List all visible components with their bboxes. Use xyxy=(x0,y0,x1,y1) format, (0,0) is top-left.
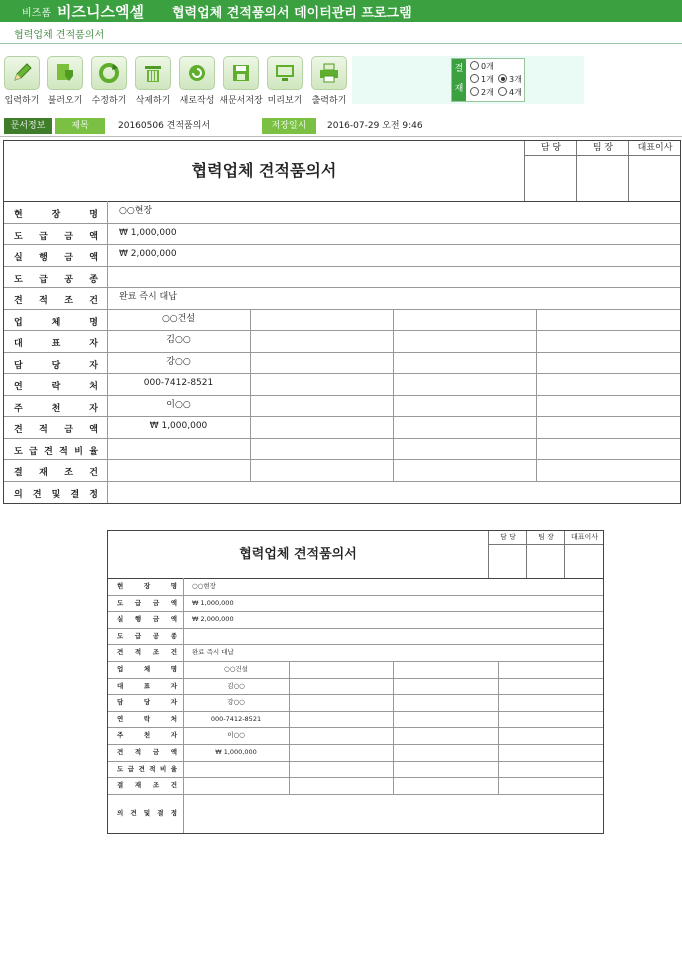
brand-logo-text: 비즈니스엑셀 xyxy=(57,3,144,21)
save-icon xyxy=(230,62,252,84)
field-value[interactable]: ○○건설 xyxy=(224,665,248,673)
row-divider xyxy=(4,481,680,482)
column-divider xyxy=(393,330,394,352)
print-button-label: 출력하기 xyxy=(311,96,347,106)
field-label: 도 급 견 적 비 율 xyxy=(117,764,177,773)
row-divider xyxy=(4,373,680,374)
approval-option-2[interactable]: 2개 xyxy=(470,87,494,98)
delete-button-label: 삭제하기 xyxy=(135,96,171,106)
field-label: 도 급 공 종 xyxy=(117,631,177,640)
row-divider xyxy=(4,287,680,288)
field-label: 주 천 자 xyxy=(14,403,98,414)
field-value[interactable]: 이○○ xyxy=(166,399,191,410)
load-icon xyxy=(54,62,76,84)
save-new-button[interactable] xyxy=(219,56,263,106)
radio-icon xyxy=(498,87,507,96)
column-divider xyxy=(250,352,251,374)
preview-approver-box-3: 대표이사 xyxy=(564,531,604,578)
label-column-divider xyxy=(183,578,184,833)
field-label: 대 표 자 xyxy=(117,681,177,690)
field-value[interactable]: ₩ 1,000,000 xyxy=(119,227,177,238)
approval-option-3[interactable]: 3개 xyxy=(498,74,522,85)
column-divider xyxy=(393,761,394,778)
print-preview-sheet xyxy=(107,530,604,834)
column-divider xyxy=(498,711,499,728)
field-label: 대 표 자 xyxy=(14,339,98,349)
column-divider xyxy=(289,727,290,744)
column-divider xyxy=(393,744,394,761)
divider xyxy=(0,136,682,137)
saved-at-value: 2016-07-29 오전 9:46 xyxy=(327,121,423,131)
field-value[interactable]: ○○현장 xyxy=(192,582,216,590)
field-label: 의 견 및 결 정 xyxy=(14,489,98,500)
input-button-label: 입력하기 xyxy=(4,96,40,106)
column-divider xyxy=(289,744,290,761)
field-label: 도 급 공 종 xyxy=(14,274,98,285)
field-label: 연 락 처 xyxy=(117,714,177,723)
row-divider xyxy=(4,223,680,224)
column-divider xyxy=(498,777,499,794)
row-divider xyxy=(4,459,680,460)
load-button[interactable] xyxy=(43,56,87,106)
column-divider xyxy=(393,678,394,695)
column-divider xyxy=(250,373,251,395)
pencil-icon xyxy=(11,62,33,84)
row-divider xyxy=(4,244,680,245)
estimate-form-sheet xyxy=(3,140,681,504)
field-label: 결 재 조 건 xyxy=(117,781,177,790)
input-button[interactable] xyxy=(0,56,44,106)
column-divider xyxy=(498,761,499,778)
column-divider xyxy=(536,438,537,460)
field-value[interactable]: ○○현장 xyxy=(119,206,153,216)
radio-icon xyxy=(470,61,479,70)
preview-approver-box-2: 팀 장 xyxy=(526,531,565,578)
column-divider xyxy=(393,438,394,460)
column-divider xyxy=(536,309,537,331)
approval-option-0[interactable]: 0개 xyxy=(470,61,494,72)
approval-count-selector xyxy=(451,58,525,102)
delete-button[interactable] xyxy=(131,56,175,106)
field-value[interactable]: 000-7412-8521 xyxy=(210,714,262,723)
column-divider xyxy=(289,661,290,678)
sheet-subtitle: 협력업체 견적품의서 xyxy=(14,30,105,41)
column-divider xyxy=(250,330,251,352)
field-label: 주 천 자 xyxy=(117,731,177,740)
doc-info-label: 문서정보 xyxy=(4,118,52,134)
field-value[interactable]: 김○○ xyxy=(166,335,191,345)
field-label: 실 행 금 액 xyxy=(117,615,177,624)
field-label: 현 장 명 xyxy=(14,210,98,220)
row-divider xyxy=(4,330,680,331)
field-label: 견 적 조 건 xyxy=(14,296,98,306)
radio-icon xyxy=(470,87,479,96)
edit-button[interactable] xyxy=(87,56,131,106)
row-divider xyxy=(4,352,680,353)
row-divider xyxy=(4,309,680,310)
radio-selected-icon xyxy=(498,74,507,83)
column-divider xyxy=(393,694,394,711)
column-divider xyxy=(289,761,290,778)
column-divider xyxy=(393,395,394,417)
row-divider xyxy=(4,416,680,417)
field-label: 결 재 조 건 xyxy=(14,468,98,478)
approval-option-1[interactable]: 1개 xyxy=(470,74,494,85)
form-title: 협력업체 견적품의서 xyxy=(191,161,337,180)
field-value[interactable]: ○○건설 xyxy=(161,313,196,324)
save-new-button-label: 새문서저장 xyxy=(219,96,263,106)
field-value[interactable]: ₩ 1,000,000 xyxy=(192,598,234,607)
column-divider xyxy=(289,678,290,695)
preview-button-label: 미리보기 xyxy=(267,96,303,106)
row-divider xyxy=(4,395,680,396)
column-divider xyxy=(393,777,394,794)
column-divider xyxy=(536,352,537,374)
column-divider xyxy=(250,395,251,417)
app-title: 협력업체 견적품의서 데이터관리 프로그램 xyxy=(172,6,412,21)
field-value[interactable]: 강○○ xyxy=(227,698,245,707)
column-divider xyxy=(250,459,251,481)
column-divider xyxy=(498,744,499,761)
row-divider xyxy=(4,266,680,267)
new-button[interactable] xyxy=(175,56,219,106)
field-label: 견 적 금 액 xyxy=(14,425,98,435)
column-divider xyxy=(393,727,394,744)
field-value[interactable]: 완료 즉시 대납 xyxy=(119,292,177,302)
radio-icon xyxy=(470,74,479,83)
column-divider xyxy=(498,727,499,744)
document-info-bar xyxy=(0,118,682,134)
field-value[interactable]: 완료 즉시 대납 xyxy=(192,648,234,657)
column-divider xyxy=(536,330,537,352)
column-divider xyxy=(250,309,251,331)
row-divider xyxy=(4,438,680,439)
approver-box-1: 담 당 xyxy=(524,141,577,201)
load-button-label: 불러오기 xyxy=(47,96,83,106)
field-value[interactable]: 강○○ xyxy=(166,356,191,367)
column-divider xyxy=(536,395,537,417)
column-divider xyxy=(498,661,499,678)
field-value[interactable]: 이○○ xyxy=(227,731,245,740)
column-divider xyxy=(498,694,499,711)
column-divider xyxy=(536,416,537,438)
field-label: 담 당 자 xyxy=(14,360,98,371)
field-label: 도 급 견 적 비 율 xyxy=(14,446,98,457)
column-divider xyxy=(393,661,394,678)
field-value[interactable]: ₩ 1,000,000 xyxy=(149,421,208,431)
saved-at-label: 저장일시 xyxy=(262,118,316,134)
preview-approver-box-1: 담 당 xyxy=(488,531,527,578)
brand-label: 비즈폼 xyxy=(22,8,51,19)
column-divider xyxy=(536,459,537,481)
column-divider xyxy=(536,373,537,395)
print-button[interactable] xyxy=(307,56,351,106)
field-value[interactable]: 김○○ xyxy=(227,681,245,690)
field-label: 연 락 처 xyxy=(14,382,98,392)
new-icon xyxy=(186,62,208,84)
trash-icon xyxy=(142,62,164,84)
title-bar xyxy=(0,0,682,22)
refresh-icon xyxy=(98,62,120,84)
field-label: 견 적 조 건 xyxy=(117,648,177,657)
edit-button-label: 수정하기 xyxy=(91,96,127,106)
field-label: 도 급 금 액 xyxy=(14,231,98,242)
row-divider xyxy=(4,201,680,202)
preview-button[interactable] xyxy=(263,56,307,106)
column-divider xyxy=(393,373,394,395)
title-value[interactable]: 20160506 견적품의서 xyxy=(118,121,211,131)
column-divider xyxy=(393,416,394,438)
field-label: 실 행 금 액 xyxy=(14,253,98,263)
column-divider xyxy=(289,777,290,794)
field-label: 견 적 금 액 xyxy=(117,748,177,756)
column-divider xyxy=(393,352,394,374)
printer-icon xyxy=(318,62,340,84)
field-value[interactable]: ₩ 2,000,000 xyxy=(192,615,234,624)
approver-box-3: 대표이사 xyxy=(628,141,681,201)
approver-box-2: 팀 장 xyxy=(576,141,629,201)
column-divider xyxy=(250,438,251,460)
title-label: 제목 xyxy=(55,118,105,134)
approval-option-4[interactable]: 4개 xyxy=(498,87,522,98)
preview-form-title: 협력업체 견적품의서 xyxy=(239,547,357,562)
column-divider xyxy=(498,678,499,695)
label-column-divider xyxy=(107,201,108,504)
new-button-label: 새로작성 xyxy=(179,96,215,106)
column-divider xyxy=(393,309,394,331)
approval-label: 결재 xyxy=(452,59,466,101)
field-label: 의 견 및 결 정 xyxy=(117,808,177,817)
field-label: 도 급 금 액 xyxy=(117,598,177,607)
column-divider xyxy=(393,459,394,481)
field-label: 업 체 명 xyxy=(14,317,98,328)
field-value[interactable]: 000-7412-8521 xyxy=(143,378,214,388)
divider xyxy=(0,43,682,44)
field-label: 업 체 명 xyxy=(117,665,177,673)
column-divider xyxy=(289,711,290,728)
field-label: 현 장 명 xyxy=(117,582,177,590)
monitor-icon xyxy=(274,62,296,84)
column-divider xyxy=(250,416,251,438)
field-value[interactable]: ₩ 2,000,000 xyxy=(119,249,177,259)
field-value[interactable]: ₩ 1,000,000 xyxy=(215,748,257,756)
column-divider xyxy=(289,694,290,711)
field-label: 담 당 자 xyxy=(117,698,177,707)
column-divider xyxy=(393,711,394,728)
